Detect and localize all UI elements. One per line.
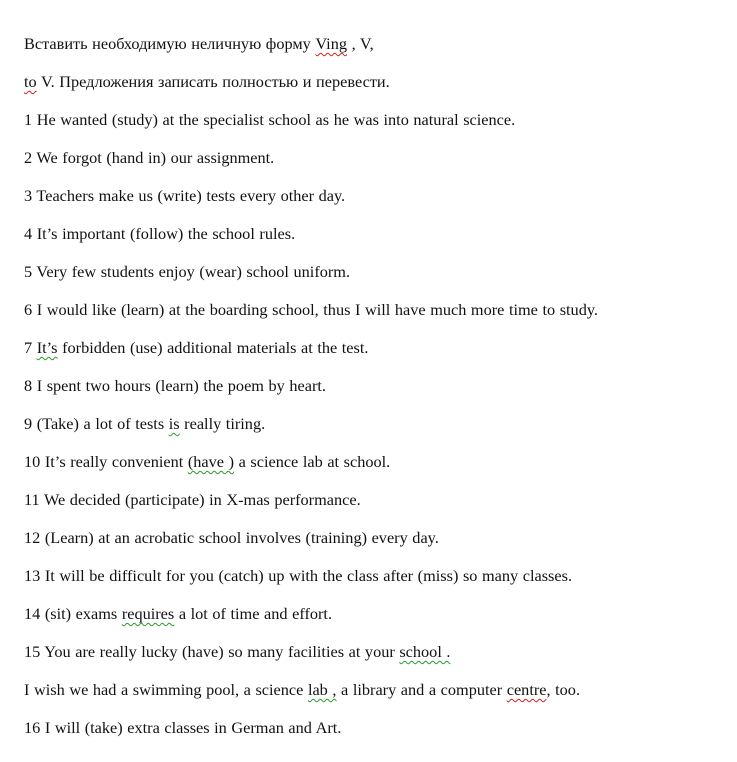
- sentence-text: 10 It’s really convenient: [24, 452, 188, 471]
- sentence-6: 6 I would like (learn) at the boarding school, thus I will have much more time to study.: [24, 300, 598, 319]
- sentence-1: 1 He wanted (study) at the specialist school as he was into natural science.: [24, 110, 516, 129]
- heading-text: Вставить необходимую неличную форму: [24, 34, 316, 53]
- grammar-check-word: requires: [121, 604, 175, 623]
- sentence-10: [24, 451, 724, 489]
- sentence-14: [24, 603, 724, 641]
- sentence-13: 13 It will be difficult for you (catch) up with the class after (miss) so many classes.: [24, 566, 573, 585]
- sentence-4: 4 It’s important (follow) the school rules.: [24, 224, 296, 243]
- sentence-7: [24, 337, 724, 375]
- sentence-text: really tiring.: [179, 414, 266, 433]
- sentence-15-continuation: [24, 679, 724, 717]
- grammar-check-word: It’s: [36, 338, 58, 357]
- sentence-text: 14 (sit) exams: [24, 604, 122, 623]
- heading-line-1: [24, 33, 724, 71]
- sentence-12: 12 (Learn) at an acrobatic school involves (training) every day.: [24, 528, 439, 547]
- sentence-text: forbidden (use) additional materials at the test.: [57, 338, 369, 357]
- heading-line-2: [24, 71, 724, 109]
- sentence-text: a science lab at school.: [234, 452, 391, 471]
- sentence-text: a library and a computer: [336, 680, 507, 699]
- heading-text: , V,: [347, 34, 374, 53]
- sentence-text: 7: [24, 338, 37, 357]
- sentence-2: 2 We forgot (hand in) our assignment.: [24, 148, 275, 167]
- sentence-9: [24, 413, 724, 451]
- sentence-16: 16 I will (take) extra classes in German and Art.: [24, 718, 342, 737]
- grammar-check-word: school .: [399, 642, 451, 661]
- sentence-8: 8 I spent two hours (learn) the poem by heart.: [24, 376, 326, 395]
- sentence-text: 15 You are really lucky (have) so many facilities at your: [24, 642, 400, 661]
- sentence-3: 3 Teachers make us (write) tests every other day.: [24, 186, 346, 205]
- sentence-text: 9 (Take) a lot of tests: [24, 414, 169, 433]
- sentence-15: [24, 641, 724, 679]
- sentence-11: 11 We decided (participate) in X-mas performance.: [24, 490, 361, 509]
- sentence-text: , too.: [546, 680, 581, 699]
- grammar-check-word: is: [168, 414, 180, 433]
- grammar-check-word: (have ): [187, 452, 235, 471]
- spellcheck-word: to: [24, 72, 37, 91]
- document-body: [24, 33, 724, 755]
- heading-text: V. Предложения записать полностью и перевести.: [36, 72, 390, 91]
- spellcheck-word: centre: [506, 680, 547, 699]
- sentence-5: 5 Very few students enjoy (wear) school uniform.: [24, 262, 351, 281]
- spellcheck-word: Ving: [315, 34, 347, 53]
- grammar-check-word: lab ,: [307, 680, 337, 699]
- sentence-text: a lot of time and effort.: [174, 604, 333, 623]
- sentence-text: I wish we had a swimming pool, a science: [24, 680, 308, 699]
